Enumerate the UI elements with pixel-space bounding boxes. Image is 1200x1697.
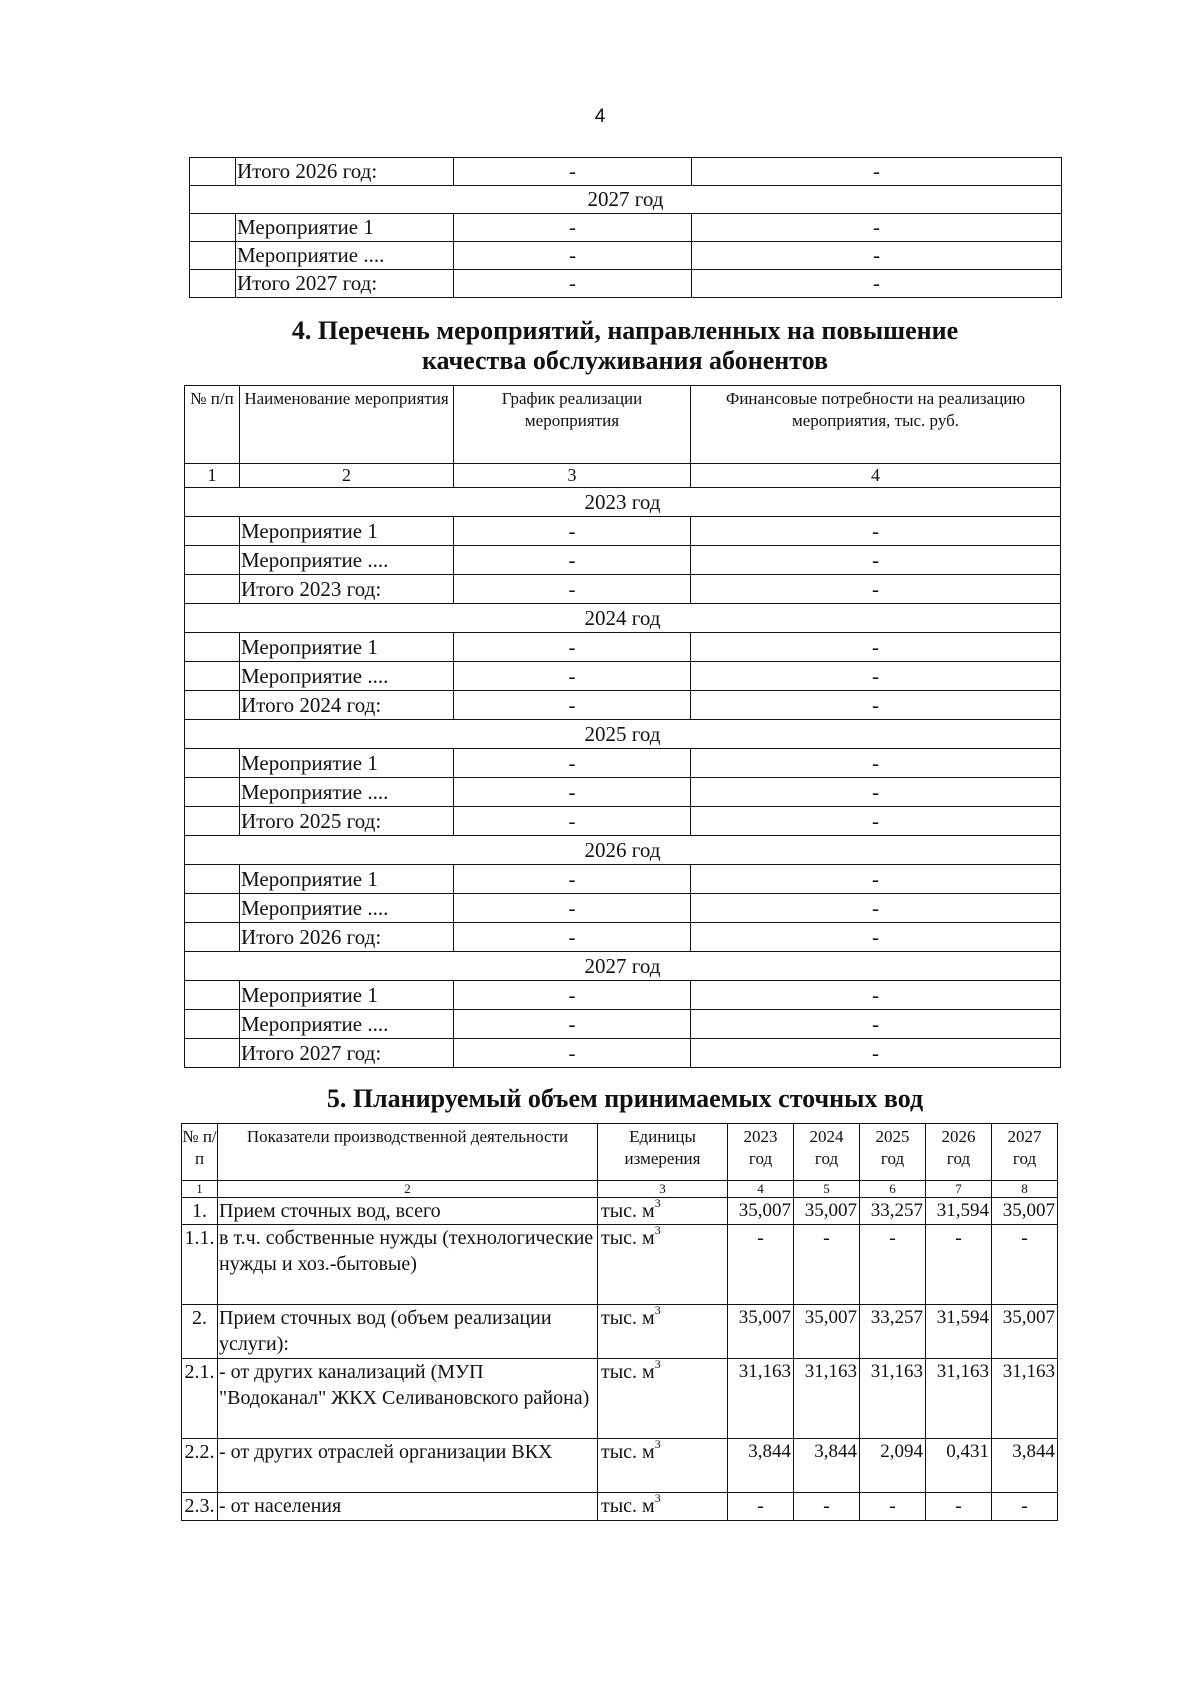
row-number	[190, 214, 236, 242]
row-number	[185, 662, 240, 691]
table-row	[185, 981, 1061, 1010]
table-row	[185, 749, 1061, 778]
col-number: 2	[240, 464, 454, 488]
value-cell: -	[992, 1225, 1058, 1305]
header-schedule: График реализации мероприятия	[454, 386, 691, 464]
col-number: 1	[182, 1181, 218, 1198]
schedule-cell: -	[454, 1039, 691, 1068]
header-num: № п/п	[182, 1124, 218, 1181]
measure-label: Мероприятие ....	[240, 778, 454, 807]
row-number	[185, 633, 240, 662]
finance-cell: -	[692, 242, 1062, 270]
finance-cell: -	[691, 894, 1061, 923]
schedule-cell: -	[454, 865, 691, 894]
header-year: 2026 год	[926, 1124, 992, 1181]
row-number	[185, 981, 240, 1010]
value-cell: 3,844	[992, 1439, 1058, 1493]
value-cell: 31,163	[728, 1359, 794, 1439]
table-row	[185, 894, 1061, 923]
finance-cell: -	[691, 575, 1061, 604]
schedule-cell: -	[454, 270, 692, 298]
year-row	[185, 720, 1061, 749]
row-number	[185, 923, 240, 952]
row-number	[185, 1039, 240, 1068]
table-row	[185, 1010, 1061, 1039]
table-row	[182, 1439, 1058, 1493]
finance-cell: -	[691, 1039, 1061, 1068]
value-cell: 2,094	[860, 1439, 926, 1493]
value-cell: 31,594	[926, 1305, 992, 1359]
col-number: 3	[454, 464, 691, 488]
table-row	[185, 575, 1061, 604]
year-label: 2023 год	[185, 488, 1061, 517]
measure-label: Мероприятие 1	[236, 214, 454, 242]
table-row	[185, 662, 1061, 691]
measure-label: Итого 2026 год:	[236, 158, 454, 186]
value-cell: 3,844	[728, 1439, 794, 1493]
value-cell: -	[860, 1493, 926, 1521]
schedule-cell: -	[454, 749, 691, 778]
indicator-name: Прием сточных вод (объем реализации услуги):	[218, 1305, 598, 1359]
finance-cell: -	[691, 1010, 1061, 1039]
measure-label: Мероприятие ....	[240, 662, 454, 691]
row-number	[190, 270, 236, 298]
table-row	[182, 1493, 1058, 1521]
schedule-cell: -	[454, 242, 692, 270]
value-cell: 35,007	[728, 1305, 794, 1359]
schedule-cell: -	[454, 894, 691, 923]
year-label: 2025 год	[185, 720, 1061, 749]
value-cell: 35,007	[728, 1198, 794, 1225]
unit-exponent: 3	[654, 1304, 661, 1318]
schedule-cell: -	[454, 778, 691, 807]
row-number	[185, 517, 240, 546]
row-number	[185, 807, 240, 836]
value-cell: -	[992, 1493, 1058, 1521]
row-number	[185, 1010, 240, 1039]
col-number: 3	[598, 1181, 728, 1198]
value-cell: -	[860, 1225, 926, 1305]
col-number: 8	[992, 1181, 1058, 1198]
year-row	[185, 604, 1061, 633]
table-row	[182, 1198, 1058, 1225]
col-number: 7	[926, 1181, 992, 1198]
header-year: 2024 год	[794, 1124, 860, 1181]
measure-label: Итого 2027 год:	[236, 270, 454, 298]
finance-cell: -	[691, 633, 1061, 662]
measure-label: Мероприятие 1	[240, 749, 454, 778]
schedule-cell: -	[454, 807, 691, 836]
measure-label: Итого 2025 год:	[240, 807, 454, 836]
row-number	[185, 575, 240, 604]
year-row	[185, 488, 1061, 517]
col-number: 4	[691, 464, 1061, 488]
finance-cell: -	[691, 807, 1061, 836]
row-number	[185, 894, 240, 923]
table-row	[185, 546, 1061, 575]
unit-cell	[598, 1359, 728, 1439]
value-cell: 33,257	[860, 1305, 926, 1359]
year-label: 2027 год	[185, 952, 1061, 981]
value-cell: -	[926, 1225, 992, 1305]
row-number	[185, 546, 240, 575]
indicator-name: Прием сточных вод, всего	[218, 1198, 598, 1225]
table-row	[182, 1305, 1058, 1359]
unit-cell	[598, 1305, 728, 1359]
schedule-cell: -	[454, 633, 691, 662]
value-cell: 35,007	[992, 1305, 1058, 1359]
unit-text: тыс. м	[601, 1200, 655, 1222]
measure-label: Итого 2024 год:	[240, 691, 454, 720]
year-label: 2026 год	[185, 836, 1061, 865]
table-row	[185, 1039, 1061, 1068]
unit-text: тыс. м	[601, 1441, 655, 1463]
schedule-cell: -	[454, 981, 691, 1010]
unit-exponent: 3	[654, 1197, 661, 1211]
table-row	[185, 517, 1061, 546]
schedule-cell: -	[454, 662, 691, 691]
measures-table	[184, 385, 1061, 1068]
measure-label: Мероприятие ....	[236, 242, 454, 270]
finance-cell: -	[691, 981, 1061, 1010]
measure-label: Мероприятие 1	[240, 633, 454, 662]
header-num: № п/п	[185, 386, 240, 464]
year-row	[190, 186, 1062, 214]
year-label: 2027 год	[190, 186, 1062, 214]
schedule-cell: -	[454, 214, 692, 242]
finance-cell: -	[691, 691, 1061, 720]
measure-label: Итого 2023 год:	[240, 575, 454, 604]
table-row	[190, 242, 1062, 270]
header-finance: Финансовые потребности на реализацию мероприятия, тыс. руб.	[691, 386, 1061, 464]
header-unit: Единицы измерения	[598, 1124, 728, 1181]
table-row	[185, 923, 1061, 952]
unit-exponent: 3	[654, 1224, 661, 1238]
unit-cell	[598, 1493, 728, 1521]
measure-label: Итого 2027 год:	[240, 1039, 454, 1068]
finance-cell: -	[692, 270, 1062, 298]
continuation-table	[189, 157, 1062, 298]
schedule-cell: -	[454, 546, 691, 575]
indicator-name: - от других отраслей организации ВКХ	[218, 1439, 598, 1493]
finance-cell: -	[691, 749, 1061, 778]
unit-cell	[598, 1439, 728, 1493]
schedule-cell: -	[454, 158, 692, 186]
value-cell: -	[926, 1493, 992, 1521]
schedule-cell: -	[454, 517, 691, 546]
col-number: 2	[218, 1181, 598, 1198]
unit-exponent: 3	[654, 1438, 661, 1452]
measure-label: Мероприятие 1	[240, 981, 454, 1010]
row-number: 2.3.	[182, 1493, 218, 1521]
value-cell: 35,007	[992, 1198, 1058, 1225]
unit-cell	[598, 1225, 728, 1305]
section4-title-line1: 4. Перечень мероприятий, направленных на повышение	[291, 316, 959, 345]
table-row	[182, 1225, 1058, 1305]
row-number: 2.	[182, 1305, 218, 1359]
schedule-cell: -	[454, 923, 691, 952]
value-cell: 33,257	[860, 1198, 926, 1225]
measure-label: Мероприятие 1	[240, 865, 454, 894]
value-cell: 35,007	[794, 1305, 860, 1359]
unit-text: тыс. м	[601, 1307, 655, 1329]
header-year: 2025 год	[860, 1124, 926, 1181]
wastewater-table	[181, 1123, 1058, 1521]
table-row	[182, 1359, 1058, 1439]
table-row	[190, 158, 1062, 186]
value-cell: -	[728, 1225, 794, 1305]
row-number	[185, 691, 240, 720]
unit-text: тыс. м	[601, 1227, 655, 1249]
schedule-cell: -	[454, 575, 691, 604]
row-number: 2.1.	[182, 1359, 218, 1439]
row-number: 1.	[182, 1198, 218, 1225]
measure-label: Мероприятие ....	[240, 1010, 454, 1039]
year-row	[185, 952, 1061, 981]
finance-cell: -	[691, 517, 1061, 546]
indicator-name: в т.ч. собственные нужды (технологические нужды и хоз.-бытовые)	[218, 1225, 598, 1305]
value-cell: 3,844	[794, 1439, 860, 1493]
schedule-cell: -	[454, 1010, 691, 1039]
value-cell: 31,594	[926, 1198, 992, 1225]
row-number	[190, 158, 236, 186]
value-cell: 0,431	[926, 1439, 992, 1493]
col-number: 1	[185, 464, 240, 488]
schedule-cell: -	[454, 691, 691, 720]
table-row	[190, 214, 1062, 242]
header-measure-name: Наименование мероприятия	[240, 386, 454, 464]
page-number: 4	[594, 106, 606, 127]
value-cell: 31,163	[926, 1359, 992, 1439]
value-cell: 35,007	[794, 1198, 860, 1225]
table-row	[185, 691, 1061, 720]
year-row	[185, 836, 1061, 865]
finance-cell: -	[691, 662, 1061, 691]
value-cell: 31,163	[860, 1359, 926, 1439]
finance-cell: -	[691, 923, 1061, 952]
header-indicator: Показатели производственной деятельности	[218, 1124, 598, 1181]
indicator-name: - от населения	[218, 1493, 598, 1521]
measure-label: Мероприятие ....	[240, 546, 454, 575]
unit-cell	[598, 1198, 728, 1225]
table-row	[190, 270, 1062, 298]
finance-cell: -	[692, 158, 1062, 186]
measure-label: Итого 2026 год:	[240, 923, 454, 952]
value-cell: -	[728, 1493, 794, 1521]
row-number: 2.2.	[182, 1439, 218, 1493]
row-number	[185, 749, 240, 778]
section4-title-line2: качества обслуживания абонентов	[421, 346, 829, 375]
header-year: 2023 год	[728, 1124, 794, 1181]
section4-title	[180, 316, 1070, 376]
measure-label: Мероприятие 1	[240, 517, 454, 546]
col-number: 6	[860, 1181, 926, 1198]
col-number: 4	[728, 1181, 794, 1198]
finance-cell: -	[691, 546, 1061, 575]
row-number	[190, 242, 236, 270]
table-row	[185, 778, 1061, 807]
year-label: 2024 год	[185, 604, 1061, 633]
unit-text: тыс. м	[601, 1361, 655, 1383]
finance-cell: -	[692, 214, 1062, 242]
unit-text: тыс. м	[601, 1495, 655, 1517]
finance-cell: -	[691, 778, 1061, 807]
indicator-name: - от других канализаций (МУП "Водоканал" ЖКХ Селивановского района)	[218, 1359, 598, 1439]
unit-exponent: 3	[654, 1492, 661, 1506]
value-cell: 31,163	[794, 1359, 860, 1439]
row-number	[185, 865, 240, 894]
value-cell: -	[794, 1493, 860, 1521]
section5-title: 5. Планируемый объем принимаемых сточных вод	[326, 1084, 924, 1113]
row-number: 1.1.	[182, 1225, 218, 1305]
value-cell: -	[794, 1225, 860, 1305]
col-number: 5	[794, 1181, 860, 1198]
table-row	[185, 807, 1061, 836]
header-year: 2027 год	[992, 1124, 1058, 1181]
unit-exponent: 3	[654, 1358, 661, 1372]
table-row	[185, 633, 1061, 662]
table-row	[185, 865, 1061, 894]
measure-label: Мероприятие ....	[240, 894, 454, 923]
row-number	[185, 778, 240, 807]
value-cell: 31,163	[992, 1359, 1058, 1439]
finance-cell: -	[691, 865, 1061, 894]
